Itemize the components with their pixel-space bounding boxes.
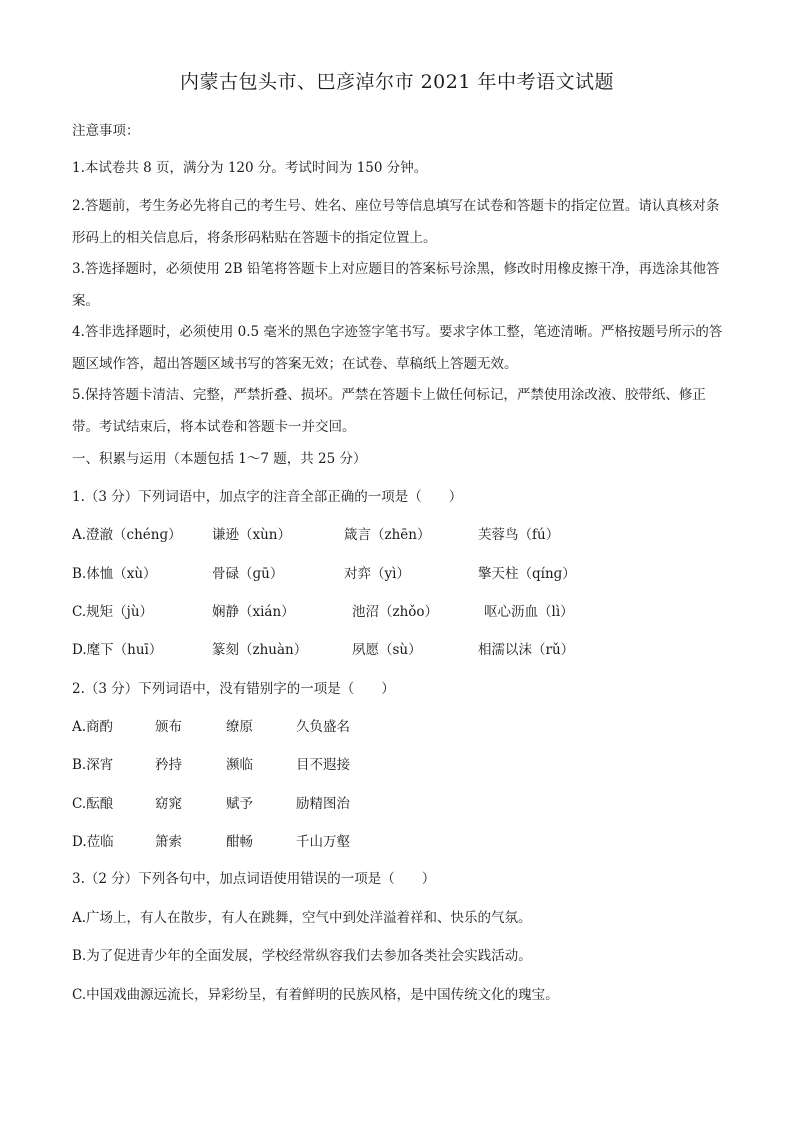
question-3-stem: 3.（2 分）下列各句中，加点词语使用错误的一项是（ ） xyxy=(72,871,436,887)
notice-item-2: 2.答题前，考生务必先将自己的考生号、姓名、座位号等信息填写在试卷和答题卡的指定位置。请认真核对条形码上的相关信息后，将条形码粘贴在答题卡的指定位置上。 xyxy=(72,198,720,246)
q2-option-a-1: A.商酌 xyxy=(72,719,114,735)
q1-option-c-1: C.规矩（jù） xyxy=(72,604,154,620)
q3-option-b: B.为了促进青少年的全面发展，学校经常纵容我们去参加各类社会实践活动。 xyxy=(72,948,532,964)
page-title: 内蒙古包头市、巴彦淖尔市 2021 年中考语文试题 xyxy=(180,71,614,93)
q1-option-d-2: 篆刻（zhuàn） xyxy=(212,642,308,658)
question-1-stem: 1.（3 分）下列词语中，加点字的注音全部正确的一项是（ ） xyxy=(72,489,463,505)
q1-option-d-4: 相濡以沫（rǔ） xyxy=(478,642,575,658)
q2-option-d-4: 千山万壑 xyxy=(296,834,350,850)
q2-option-b-1: B.深宵 xyxy=(72,757,114,773)
q1-option-c-2: 娴静（xián） xyxy=(212,604,295,620)
notice-header: 注意事项： xyxy=(72,123,140,139)
q1-option-b-2: 骨碌（ɡū） xyxy=(212,566,284,582)
notice-item-3: 3.答选择题时，必须使用 2B 铅笔将答题卡上对应题目的答案标号涂黑，修改时用橡皮擦干净，再选涂其他答案。 xyxy=(72,261,720,309)
question-2-stem: 2.（3 分）下列词语中，没有错别字的一项是（ ） xyxy=(72,681,395,697)
q2-option-a-2: 颁布 xyxy=(155,719,182,735)
q1-option-c-4: 呕心沥血（lì） xyxy=(484,604,574,620)
notice-item-4: 4.答非选择题时，必须使用 0.5 毫米的黑色字迹签字笔书写。要求字体工整，笔迹清晰。严格按题号所示的答题区域作答，超出答题区域书写的答案无效；在试卷、草稿纸上答题无效。 xyxy=(72,324,723,372)
q2-option-b-2: 矜持 xyxy=(155,757,182,773)
q2-option-b-3: 濒临 xyxy=(226,757,253,773)
notice-item-5: 5.保持答题卡清洁、完整，严禁折叠、损坏。严禁在答题卡上做任何标记，严禁使用涂改液、胶带纸、修正带。考试结束后，将本试卷和答题卡一并交回。 xyxy=(72,387,706,435)
q1-option-b-1: B.体恤（xù） xyxy=(72,566,157,582)
q1-option-a-4: 芙蓉鸟（fú） xyxy=(478,527,560,543)
q1-option-d-3: 夙愿（sù） xyxy=(352,642,422,658)
q2-option-a-3: 缭原 xyxy=(226,719,253,735)
q1-option-a-1: A.澄澈（chénɡ） xyxy=(72,527,182,543)
q1-option-b-3: 对弈（yì） xyxy=(344,566,410,582)
q2-option-b-4: 目不遐接 xyxy=(296,757,350,773)
q1-option-c-3: 池沼（zhǒo） xyxy=(352,604,439,620)
section-heading: 一、积累与运用（本题包括 1～7 题，共 25 分） xyxy=(72,451,367,467)
q3-option-c: C.中国戏曲源远流长，异彩纷呈，有着鲜明的民族风格，是中国传统文化的瑰宝。 xyxy=(72,987,559,1003)
q2-option-c-2: 窈窕 xyxy=(155,796,182,812)
notice-item-1: 1.本试卷共 8 页，满分为 120 分。考试时间为 150 分钟。 xyxy=(72,160,428,176)
q2-option-c-1: C.酝酿 xyxy=(72,796,114,812)
q1-option-d-1: D.麾下（huī） xyxy=(72,642,163,658)
q2-option-d-2: 箫索 xyxy=(155,834,182,850)
q1-option-b-4: 擎天柱（qínɡ） xyxy=(478,566,576,582)
q1-option-a-3: 箴言（zhēn） xyxy=(344,527,431,543)
q1-option-a-2: 谦逊（xùn） xyxy=(212,527,292,543)
q2-option-c-4: 励精图治 xyxy=(296,796,350,812)
q2-option-a-4: 久负盛名 xyxy=(296,719,350,735)
q3-option-a: A.广场上，有人在散步，有人在跳舞，空气中到处洋溢着祥和、快乐的气氛。 xyxy=(72,910,532,926)
q2-option-c-3: 赋予 xyxy=(226,796,253,812)
q2-option-d-3: 酣畅 xyxy=(226,834,253,850)
q2-option-d-1: D.莅临 xyxy=(72,834,114,850)
